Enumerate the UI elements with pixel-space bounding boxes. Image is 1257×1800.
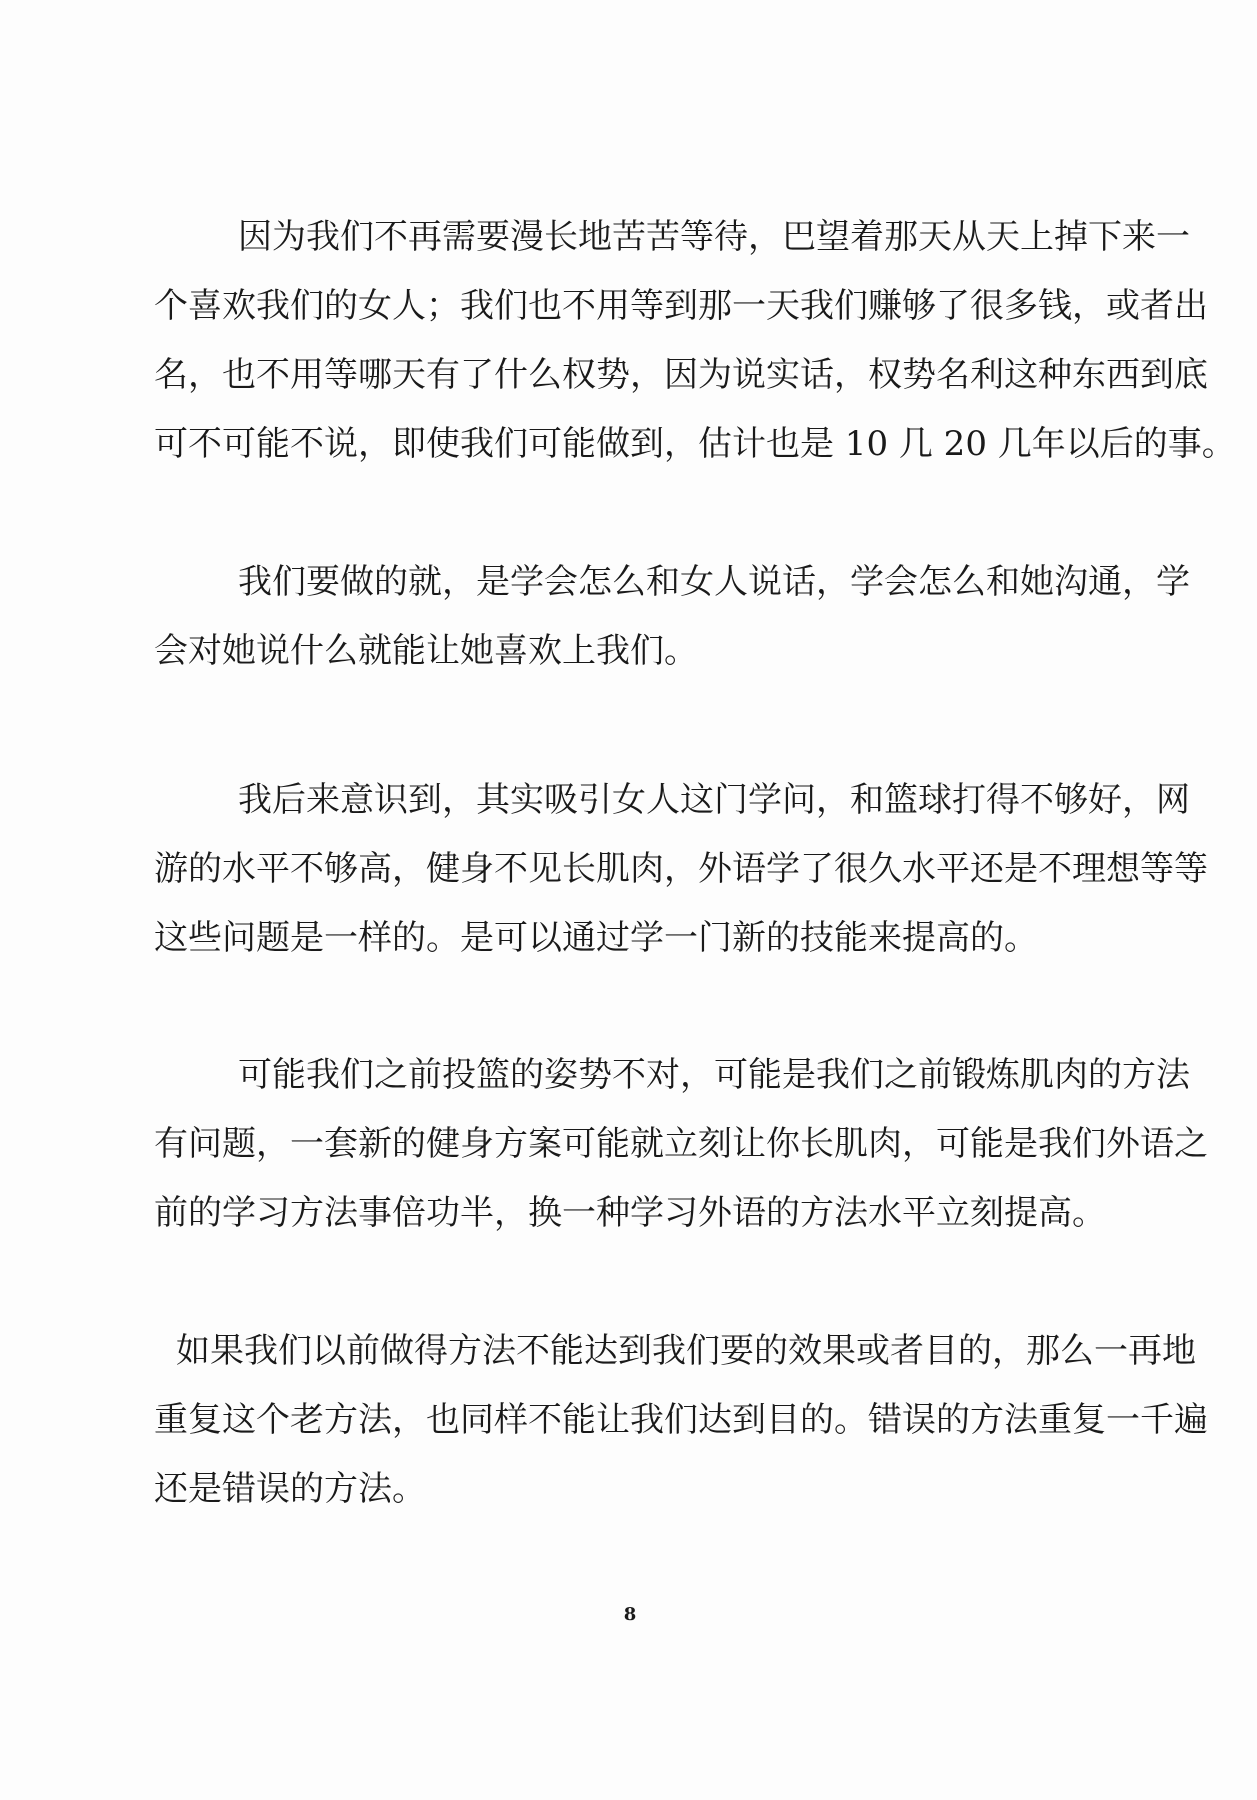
paragraph-3-line-3: 这些问题是一样的。是可以通过学一门新的技能来提高的。 — [154, 918, 1038, 958]
paragraph-4-line-1: 可能我们之前投篮的姿势不对，可能是我们之前锻炼肌肉的方法 — [238, 1055, 1190, 1095]
paragraph-1-line-4: 可不可能不说，即使我们可能做到，估计也是 10 几 20 几年以后的事。 — [154, 424, 1236, 464]
paragraph-5-line-1: 如果我们以前做得方法不能达到我们要的效果或者目的，那么一再地 — [176, 1331, 1196, 1371]
page-number: 8 — [623, 1604, 637, 1625]
paragraph-4-line-3: 前的学习方法事倍功半，换一种学习外语的方法水平立刻提高。 — [154, 1193, 1106, 1233]
paragraph-1-line-2: 个喜欢我们的女人；我们也不用等到那一天我们赚够了很多钱，或者出 — [154, 286, 1208, 326]
paragraph-3-line-1: 我后来意识到，其实吸引女人这门学问，和篮球打得不够好，网 — [238, 780, 1190, 820]
paragraph-3-line-2: 游的水平不够高，健身不见长肌肉，外语学了很久水平还是不理想等等 — [154, 849, 1208, 889]
paragraph-1-line-3: 名，也不用等哪天有了什么权势，因为说实话，权势名利这种东西到底 — [154, 355, 1208, 395]
paragraph-5-line-3: 还是错误的方法。 — [154, 1469, 426, 1509]
paragraph-2-line-1: 我们要做的就，是学会怎么和女人说话，学会怎么和她沟通，学 — [238, 562, 1190, 602]
paragraph-4-line-2: 有问题，一套新的健身方案可能就立刻让你长肌肉，可能是我们外语之 — [154, 1124, 1208, 1164]
paragraph-1-line-1: 因为我们不再需要漫长地苦苦等待，巴望着那天从天上掉下来一 — [238, 217, 1190, 257]
paragraph-2-line-2: 会对她说什么就能让她喜欢上我们。 — [154, 631, 698, 671]
paragraph-5-line-2: 重复这个老方法，也同样不能让我们达到目的。错误的方法重复一千遍 — [154, 1400, 1208, 1440]
